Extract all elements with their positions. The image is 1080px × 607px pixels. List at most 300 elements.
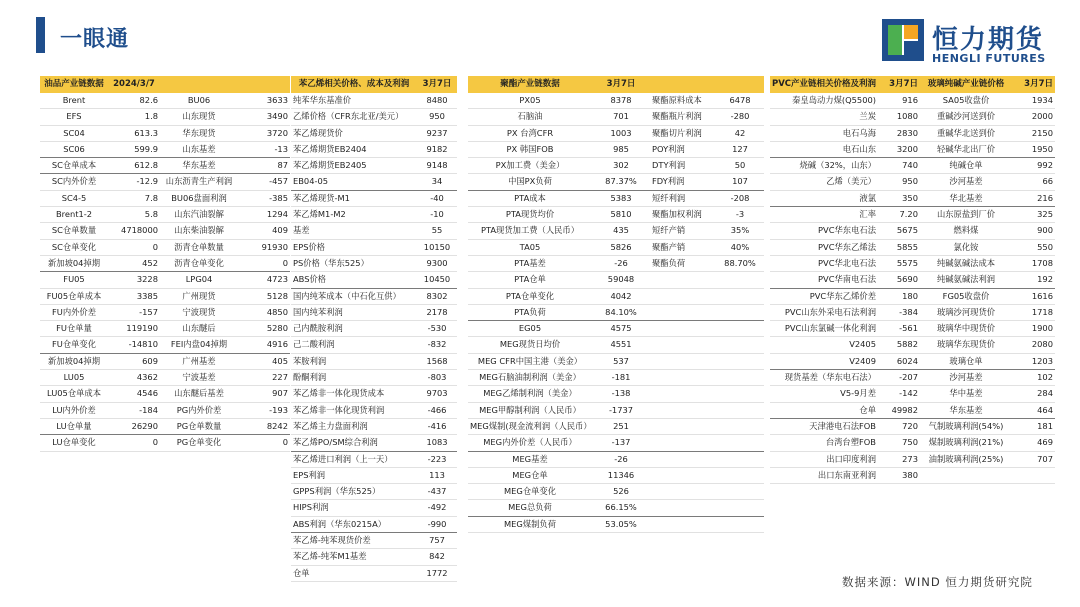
pvc-glass-chain-table bbox=[770, 76, 1055, 484]
item-label-cell: 烧碱（32%，山东） bbox=[770, 158, 878, 174]
table-row bbox=[291, 500, 457, 516]
table-row bbox=[468, 435, 764, 451]
item-label-cell: 秦皇岛动力煤(Q5500) bbox=[770, 93, 878, 109]
item-value-cell: 127 bbox=[716, 141, 764, 157]
item-value-cell: 325 bbox=[1012, 207, 1055, 223]
table-row bbox=[291, 141, 457, 157]
item-value-cell: -3 bbox=[716, 207, 764, 223]
table-row bbox=[468, 370, 764, 386]
item-value-cell: 53.05% bbox=[592, 516, 650, 532]
table-row bbox=[468, 255, 764, 271]
item-label-cell: PVC山东氯碱一体化利润 bbox=[770, 321, 878, 337]
table-row bbox=[291, 190, 457, 206]
item-value-cell: 950 bbox=[417, 109, 457, 125]
item-label-cell bbox=[650, 370, 716, 386]
item-label-cell: 山东沥青生产利润 bbox=[160, 174, 238, 190]
item-value-cell: 0 bbox=[238, 255, 290, 271]
item-value-cell: 87.37% bbox=[592, 174, 650, 190]
item-label-cell bbox=[650, 418, 716, 434]
item-label-cell bbox=[650, 516, 716, 532]
item-label-cell: 己内酰胺利润 bbox=[291, 321, 417, 337]
table-row bbox=[291, 370, 457, 386]
item-label-cell: V2409 bbox=[770, 353, 878, 369]
item-value-cell: 82.6 bbox=[108, 93, 160, 109]
item-label-cell bbox=[650, 467, 716, 483]
table-row bbox=[468, 223, 764, 239]
item-label-cell: 聚酯负荷 bbox=[650, 255, 716, 271]
item-label-cell: SC仓单数量 bbox=[40, 223, 108, 239]
table-row bbox=[40, 272, 290, 288]
item-label-cell: PVC华东乙烯价差 bbox=[770, 288, 878, 304]
data-source-note: 数据来源：WIND 恒力期货研究院 bbox=[842, 575, 1033, 589]
item-label-cell: 电石山东 bbox=[770, 141, 878, 157]
item-value-cell: -193 bbox=[238, 402, 290, 418]
item-label-cell: EFS bbox=[40, 109, 108, 125]
item-label-cell: LPG04 bbox=[160, 272, 238, 288]
item-value-cell: 4551 bbox=[592, 337, 650, 353]
item-value-cell: 612.8 bbox=[108, 158, 160, 174]
table-row bbox=[468, 500, 764, 516]
item-value-cell: 10150 bbox=[417, 239, 457, 255]
item-label-cell: EG05 bbox=[468, 321, 592, 337]
table-row bbox=[468, 451, 764, 467]
item-value-cell: 1616 bbox=[1012, 288, 1055, 304]
item-label-cell: PX 韩国FOB bbox=[468, 141, 592, 157]
table-header-row bbox=[40, 76, 290, 93]
item-value-cell: 88.70% bbox=[716, 255, 764, 271]
table-row bbox=[770, 288, 1055, 304]
item-value-cell: 0 bbox=[238, 435, 290, 451]
item-value-cell: 119190 bbox=[108, 321, 160, 337]
item-label-cell: 山东醚后基差 bbox=[160, 386, 238, 402]
item-value-cell: 91930 bbox=[238, 239, 290, 255]
item-value-cell bbox=[716, 370, 764, 386]
item-label-cell: 沙河基差 bbox=[920, 370, 1012, 386]
table-row bbox=[468, 288, 764, 304]
item-label-cell: 酚酮利润 bbox=[291, 370, 417, 386]
column-header bbox=[650, 76, 716, 93]
item-label-cell: LU内外价差 bbox=[40, 402, 108, 418]
item-value-cell: 1934 bbox=[1012, 93, 1055, 109]
item-value-cell: 0 bbox=[108, 435, 160, 451]
column-header: 聚酯产业链数据 bbox=[468, 76, 592, 93]
item-value-cell: 3490 bbox=[238, 109, 290, 125]
item-value-cell: 113 bbox=[417, 467, 457, 483]
item-value-cell: -832 bbox=[417, 337, 457, 353]
item-value-cell: 599.9 bbox=[108, 141, 160, 157]
item-value-cell: 4362 bbox=[108, 370, 160, 386]
item-label-cell: 己二酸利润 bbox=[291, 337, 417, 353]
table-row bbox=[291, 109, 457, 125]
item-value-cell: 3720 bbox=[238, 125, 290, 141]
item-label-cell: 石脑油 bbox=[468, 109, 592, 125]
item-value-cell: 2000 bbox=[1012, 109, 1055, 125]
item-label-cell: 仓单 bbox=[291, 565, 417, 581]
item-value-cell: -10 bbox=[417, 207, 457, 223]
item-value-cell: 2830 bbox=[878, 125, 920, 141]
item-label-cell: FU仓单量 bbox=[40, 321, 108, 337]
item-label-cell: 苯乙烯非一体化现货利润 bbox=[291, 402, 417, 418]
item-value-cell: 4575 bbox=[592, 321, 650, 337]
item-label-cell: PTA仓单变化 bbox=[468, 288, 592, 304]
item-value-cell: -137 bbox=[592, 435, 650, 451]
item-label-cell: Brent1-2 bbox=[40, 207, 108, 223]
item-value-cell: 3385 bbox=[108, 288, 160, 304]
item-value-cell: -530 bbox=[417, 321, 457, 337]
item-label-cell: 仓单 bbox=[770, 402, 878, 418]
item-value-cell: -13 bbox=[238, 141, 290, 157]
table-row bbox=[291, 533, 457, 549]
item-value-cell: 59048 bbox=[592, 272, 650, 288]
item-label-cell: PG内外价差 bbox=[160, 402, 238, 418]
logo-name-en: HENGLI FUTURES bbox=[932, 52, 1046, 65]
item-value-cell: 181 bbox=[1012, 418, 1055, 434]
item-label-cell: POY利润 bbox=[650, 141, 716, 157]
item-value-cell: 1080 bbox=[878, 109, 920, 125]
table-row bbox=[291, 255, 457, 271]
item-value-cell: 4916 bbox=[238, 337, 290, 353]
item-value-cell bbox=[1012, 467, 1055, 483]
item-value-cell: -1737 bbox=[592, 402, 650, 418]
table-row bbox=[468, 402, 764, 418]
item-label-cell: 苯乙烯期货EB2405 bbox=[291, 158, 417, 174]
table-row bbox=[291, 304, 457, 320]
item-value-cell: 87 bbox=[238, 158, 290, 174]
company-logo bbox=[882, 19, 1062, 67]
item-label-cell: 中国PX负荷 bbox=[468, 174, 592, 190]
item-label-cell: ABS价格 bbox=[291, 272, 417, 288]
item-label-cell bbox=[650, 435, 716, 451]
item-value-cell: 7.8 bbox=[108, 190, 160, 206]
table-row bbox=[40, 304, 290, 320]
item-label-cell: 山东醚后 bbox=[160, 321, 238, 337]
item-label-cell: SC仓单成本 bbox=[40, 158, 108, 174]
item-label-cell: MEG总负荷 bbox=[468, 500, 592, 516]
item-label-cell: V2405 bbox=[770, 337, 878, 353]
page-title: 一眼通 bbox=[60, 27, 130, 52]
table-row bbox=[40, 402, 290, 418]
table-row bbox=[291, 418, 457, 434]
item-label-cell bbox=[650, 272, 716, 288]
item-label-cell bbox=[650, 304, 716, 320]
item-label-cell: MEG现货日均价 bbox=[468, 337, 592, 353]
oil-chain-table bbox=[40, 76, 290, 452]
item-label-cell: ABS利润（华东0215A） bbox=[291, 516, 417, 532]
item-label-cell: PTA仓单 bbox=[468, 272, 592, 288]
column-header: 3月7日 bbox=[1012, 76, 1055, 93]
item-value-cell: 2150 bbox=[1012, 125, 1055, 141]
table-row bbox=[468, 386, 764, 402]
column-header: 3月7日 bbox=[878, 76, 920, 93]
table-row bbox=[770, 207, 1055, 223]
item-value-cell: 9237 bbox=[417, 125, 457, 141]
item-label-cell: MEG内外价差（人民币） bbox=[468, 435, 592, 451]
table-row bbox=[40, 141, 290, 157]
table-row bbox=[291, 288, 457, 304]
item-value-cell: 469 bbox=[1012, 435, 1055, 451]
item-label-cell: PVC华东电石法 bbox=[770, 223, 878, 239]
item-value-cell: -181 bbox=[592, 370, 650, 386]
table-row bbox=[770, 158, 1055, 174]
table-row bbox=[468, 93, 764, 109]
item-value-cell: 1294 bbox=[238, 207, 290, 223]
table-row bbox=[291, 451, 457, 467]
table-row bbox=[40, 353, 290, 369]
item-value-cell: 9703 bbox=[417, 386, 457, 402]
item-label-cell: 纯碱氨碱法成本 bbox=[920, 255, 1012, 271]
styrene-table bbox=[291, 76, 457, 582]
logo-name-cn: 恒力期货 bbox=[932, 25, 1045, 55]
item-label-cell: 苯乙烯进口利润（上一天） bbox=[291, 451, 417, 467]
column-header: 苯乙烯相关价格、成本及利润 bbox=[291, 76, 417, 93]
item-label-cell: 聚酯原料成本 bbox=[650, 93, 716, 109]
item-value-cell: 26290 bbox=[108, 418, 160, 434]
item-value-cell bbox=[716, 516, 764, 532]
table-row bbox=[468, 418, 764, 434]
item-label-cell: 汇率 bbox=[770, 207, 878, 223]
item-label-cell: 燃料煤 bbox=[920, 223, 1012, 239]
item-value-cell: 4546 bbox=[108, 386, 160, 402]
table-row bbox=[291, 435, 457, 451]
column-header: 油品产业链数据 bbox=[40, 76, 108, 93]
table-row bbox=[770, 353, 1055, 369]
table-row bbox=[291, 386, 457, 402]
item-value-cell: 5826 bbox=[592, 239, 650, 255]
table-header-row bbox=[770, 76, 1055, 93]
item-value-cell: 3200 bbox=[878, 141, 920, 157]
item-value-cell: 985 bbox=[592, 141, 650, 157]
item-value-cell: 1568 bbox=[417, 353, 457, 369]
item-value-cell: 900 bbox=[1012, 223, 1055, 239]
item-value-cell: -437 bbox=[417, 484, 457, 500]
item-label-cell: V5-9月差 bbox=[770, 386, 878, 402]
item-label-cell: SC06 bbox=[40, 141, 108, 157]
item-value-cell: 707 bbox=[1012, 451, 1055, 467]
item-label-cell: PTA现货均价 bbox=[468, 207, 592, 223]
item-label-cell: 苯乙烯主力盘面利润 bbox=[291, 418, 417, 434]
item-value-cell: 5383 bbox=[592, 190, 650, 206]
item-label-cell: 华北基差 bbox=[920, 190, 1012, 206]
table-row bbox=[291, 223, 457, 239]
item-label-cell: 纯苯华东基准价 bbox=[291, 93, 417, 109]
item-value-cell: -384 bbox=[878, 304, 920, 320]
column-header bbox=[716, 76, 764, 93]
table-row bbox=[291, 402, 457, 418]
item-value-cell: 537 bbox=[592, 353, 650, 369]
item-value-cell: 842 bbox=[417, 549, 457, 565]
item-label-cell: 聚酯瓶片利润 bbox=[650, 109, 716, 125]
item-label-cell: EPS价格 bbox=[291, 239, 417, 255]
table-row bbox=[770, 370, 1055, 386]
item-value-cell: 1083 bbox=[417, 435, 457, 451]
table-row bbox=[468, 484, 764, 500]
table-row bbox=[770, 467, 1055, 483]
item-label-cell: 山东基差 bbox=[160, 141, 238, 157]
item-label-cell: PS价格（华东525） bbox=[291, 255, 417, 271]
item-label-cell: MEG乙烯制利润（美金） bbox=[468, 386, 592, 402]
table-row bbox=[40, 288, 290, 304]
table-row bbox=[770, 190, 1055, 206]
table-row bbox=[770, 93, 1055, 109]
item-value-cell bbox=[716, 386, 764, 402]
item-label-cell: FU05仓单成本 bbox=[40, 288, 108, 304]
item-label-cell: 苯乙烯M1-M2 bbox=[291, 207, 417, 223]
table-row bbox=[770, 435, 1055, 451]
item-value-cell bbox=[716, 484, 764, 500]
item-value-cell bbox=[716, 451, 764, 467]
item-value-cell: 1003 bbox=[592, 125, 650, 141]
item-value-cell: -26 bbox=[592, 255, 650, 271]
item-value-cell: 49982 bbox=[878, 402, 920, 418]
item-value-cell: 107 bbox=[716, 174, 764, 190]
column-header bbox=[160, 76, 238, 93]
item-label-cell: PTA现货加工费（人民币） bbox=[468, 223, 592, 239]
item-value-cell: 4042 bbox=[592, 288, 650, 304]
item-label-cell: 山东汽油裂解 bbox=[160, 207, 238, 223]
table-row bbox=[468, 158, 764, 174]
table-row bbox=[770, 141, 1055, 157]
item-value-cell: 5810 bbox=[592, 207, 650, 223]
table-row bbox=[468, 190, 764, 206]
table-row bbox=[291, 516, 457, 532]
item-value-cell: 740 bbox=[878, 158, 920, 174]
item-value-cell: -223 bbox=[417, 451, 457, 467]
item-value-cell: 11346 bbox=[592, 467, 650, 483]
item-value-cell: 5675 bbox=[878, 223, 920, 239]
item-value-cell: -207 bbox=[878, 370, 920, 386]
item-value-cell: 1.8 bbox=[108, 109, 160, 125]
item-label-cell: 苯乙烯PO/SM综合利润 bbox=[291, 435, 417, 451]
item-value-cell: 916 bbox=[878, 93, 920, 109]
table-row bbox=[291, 207, 457, 223]
item-value-cell bbox=[716, 288, 764, 304]
item-label-cell: PX05 bbox=[468, 93, 592, 109]
item-value-cell: 4850 bbox=[238, 304, 290, 320]
item-label-cell: 煤制玻璃利润(21%) bbox=[920, 435, 1012, 451]
item-value-cell bbox=[716, 500, 764, 516]
item-label-cell: 油制玻璃利润(25%) bbox=[920, 451, 1012, 467]
item-label-cell: 苯乙烯现货价 bbox=[291, 125, 417, 141]
item-value-cell: 750 bbox=[878, 435, 920, 451]
item-value-cell: -466 bbox=[417, 402, 457, 418]
item-label-cell: Brent bbox=[40, 93, 108, 109]
item-label-cell: 苯乙烯-纯苯现货价差 bbox=[291, 533, 417, 549]
item-value-cell: 5882 bbox=[878, 337, 920, 353]
item-value-cell: 950 bbox=[878, 174, 920, 190]
table bbox=[291, 76, 457, 582]
item-value-cell: 84.10% bbox=[592, 304, 650, 320]
item-label-cell: PTA成本 bbox=[468, 190, 592, 206]
item-value-cell: 907 bbox=[238, 386, 290, 402]
item-value-cell: 0 bbox=[108, 239, 160, 255]
item-label-cell: 苯乙烯-纯苯M1基差 bbox=[291, 549, 417, 565]
item-label-cell: 纯碱氨碱法利润 bbox=[920, 272, 1012, 288]
item-label-cell: 华东基差 bbox=[920, 402, 1012, 418]
item-value-cell: 435 bbox=[592, 223, 650, 239]
item-label-cell: 现货基差（华东电石法） bbox=[770, 370, 878, 386]
item-value-cell: 192 bbox=[1012, 272, 1055, 288]
table-row bbox=[770, 109, 1055, 125]
item-label-cell: 聚酯产销 bbox=[650, 239, 716, 255]
item-label-cell: 短纤产销 bbox=[650, 223, 716, 239]
item-label-cell: MEG石脑油制利润（美金） bbox=[468, 370, 592, 386]
item-label-cell: 宁波基差 bbox=[160, 370, 238, 386]
table-row bbox=[468, 304, 764, 320]
table bbox=[770, 76, 1055, 484]
table-row bbox=[468, 109, 764, 125]
item-value-cell bbox=[716, 402, 764, 418]
item-value-cell: 8480 bbox=[417, 93, 457, 109]
item-label-cell: 聚酯切片利润 bbox=[650, 125, 716, 141]
item-label-cell: 沥青仓单变化 bbox=[160, 255, 238, 271]
item-label-cell: SA05收盘价 bbox=[920, 93, 1012, 109]
table-row bbox=[468, 337, 764, 353]
item-label-cell: 苯乙烯现货-M1 bbox=[291, 190, 417, 206]
item-label-cell bbox=[650, 321, 716, 337]
table-row bbox=[770, 255, 1055, 271]
item-label-cell: FEI内盘04掉期 bbox=[160, 337, 238, 353]
column-header: 2024/3/7 bbox=[108, 76, 160, 93]
polyester-chain-table bbox=[468, 76, 764, 533]
item-label-cell: 山东现货 bbox=[160, 109, 238, 125]
item-value-cell: 405 bbox=[238, 353, 290, 369]
table-body bbox=[40, 76, 290, 451]
table-row bbox=[40, 386, 290, 402]
item-label-cell: 广州现货 bbox=[160, 288, 238, 304]
item-value-cell: 180 bbox=[878, 288, 920, 304]
item-label-cell: MEG仓单变化 bbox=[468, 484, 592, 500]
item-label-cell: TA05 bbox=[468, 239, 592, 255]
item-value-cell bbox=[716, 435, 764, 451]
item-value-cell: 8378 bbox=[592, 93, 650, 109]
table-row bbox=[291, 272, 457, 288]
item-value-cell: 55 bbox=[417, 223, 457, 239]
item-value-cell: 6024 bbox=[878, 353, 920, 369]
item-value-cell: 284 bbox=[1012, 386, 1055, 402]
table-row bbox=[291, 353, 457, 369]
item-value-cell: 273 bbox=[878, 451, 920, 467]
item-value-cell: -208 bbox=[716, 190, 764, 206]
item-label-cell: DTY利润 bbox=[650, 158, 716, 174]
item-label-cell: 广州基差 bbox=[160, 353, 238, 369]
item-value-cell: 2080 bbox=[1012, 337, 1055, 353]
item-value-cell bbox=[716, 321, 764, 337]
item-value-cell: -280 bbox=[716, 109, 764, 125]
item-value-cell: 50 bbox=[716, 158, 764, 174]
item-label-cell: 国内纯苯利润 bbox=[291, 304, 417, 320]
item-label-cell: 气制玻璃利润(54%) bbox=[920, 418, 1012, 434]
item-value-cell: 452 bbox=[108, 255, 160, 271]
item-value-cell: 720 bbox=[878, 418, 920, 434]
table-row bbox=[770, 337, 1055, 353]
item-value-cell: -12.9 bbox=[108, 174, 160, 190]
item-value-cell: 5280 bbox=[238, 321, 290, 337]
title-accent-bar bbox=[36, 17, 45, 53]
item-label-cell: 玻璃沙河现货价 bbox=[920, 304, 1012, 320]
table-row bbox=[40, 418, 290, 434]
item-value-cell: 9300 bbox=[417, 255, 457, 271]
table-body bbox=[468, 76, 764, 533]
item-label-cell: 新加坡04掉期 bbox=[40, 353, 108, 369]
table-row bbox=[468, 272, 764, 288]
item-value-cell: 66.15% bbox=[592, 500, 650, 516]
item-label-cell: PX 台湾CFR bbox=[468, 125, 592, 141]
table-row bbox=[770, 451, 1055, 467]
item-label-cell bbox=[650, 500, 716, 516]
hengli-logo-icon bbox=[882, 19, 924, 61]
item-label-cell: 电石乌海 bbox=[770, 125, 878, 141]
item-value-cell: -561 bbox=[878, 321, 920, 337]
